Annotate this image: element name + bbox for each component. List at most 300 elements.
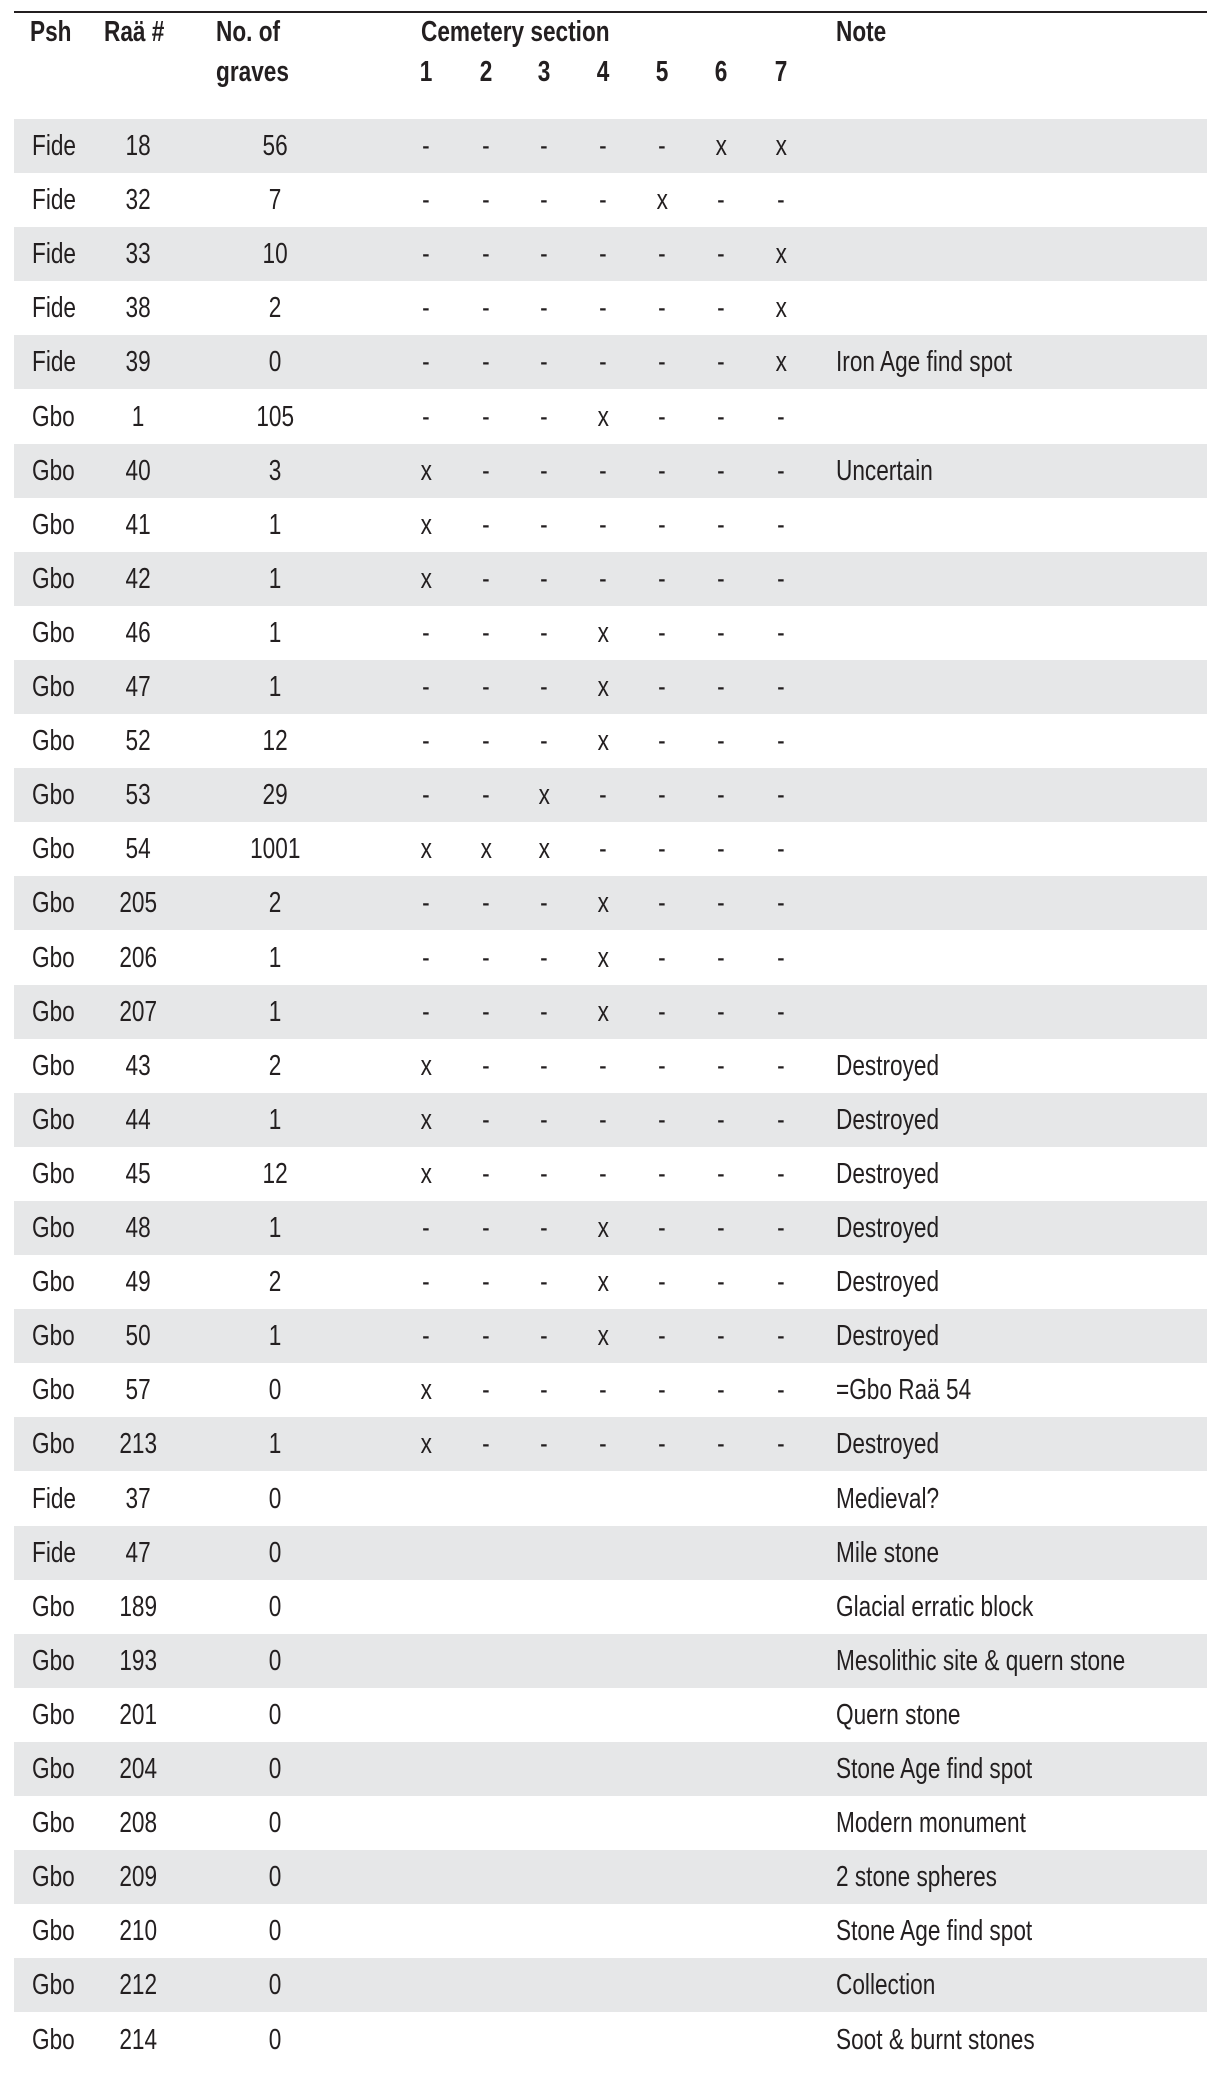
- cell-section-1: [406, 1093, 446, 1147]
- cell-section-mark: -: [482, 1374, 490, 1407]
- cell-section-mark: -: [599, 1428, 607, 1461]
- cell-section-1: [406, 1472, 446, 1526]
- cell-section-mark: x: [597, 671, 609, 703]
- cell-section-6: [701, 1363, 741, 1417]
- cell-graves-text: 1: [268, 508, 282, 541]
- cell-graves: [210, 1147, 340, 1201]
- cell-section-5: [642, 119, 682, 173]
- cell-section-2: [466, 173, 506, 227]
- cell-section-mark: x: [597, 725, 609, 758]
- cell-section-5: [642, 606, 682, 660]
- cell-graves: [210, 1255, 340, 1309]
- cell-psh: [32, 1526, 88, 1580]
- cell-section-3: [524, 714, 564, 768]
- cell-section-7: [761, 1958, 801, 2012]
- cell-raa-text: 37: [125, 1482, 151, 1515]
- cell-graves: [210, 822, 340, 876]
- cell-note-text: 2 stone spheres: [836, 1861, 997, 1894]
- cell-section-6: [701, 2013, 741, 2067]
- cell-psh-text: Gbo: [32, 1320, 75, 1353]
- table-row: [14, 444, 1207, 498]
- cell-section-3: [524, 444, 564, 498]
- cell-section-mark: -: [658, 1157, 666, 1190]
- header-note-text: Note: [836, 16, 887, 48]
- cell-section-3: [524, 660, 564, 714]
- cell-section-5: [642, 822, 682, 876]
- cell-section-6: [701, 281, 741, 335]
- cell-section-mark: -: [422, 1212, 430, 1244]
- cell-section-7: [761, 281, 801, 335]
- cell-section-1: [406, 390, 446, 444]
- cell-section-mark: -: [482, 779, 490, 812]
- cell-psh: [32, 390, 87, 444]
- cell-section-3: [524, 1417, 564, 1471]
- cell-section-3: [524, 335, 564, 389]
- cell-section-mark: -: [717, 1428, 725, 1461]
- cell-psh: [32, 1904, 87, 1958]
- cell-section-4: [583, 1904, 623, 1958]
- cell-raa: [108, 985, 168, 1039]
- cell-section-1: [406, 227, 446, 281]
- cell-section-1: [406, 1526, 446, 1580]
- cell-section-3: [524, 498, 564, 552]
- cell-section-4: [583, 1688, 623, 1742]
- cell-section-mark: -: [777, 508, 785, 541]
- cell-graves-text: 12: [262, 725, 288, 758]
- cell-raa: [108, 119, 168, 173]
- cell-section-1: [406, 1796, 446, 1850]
- table-row: [14, 173, 1207, 227]
- cell-section-6: [701, 498, 741, 552]
- cell-section-mark: -: [540, 1266, 548, 1299]
- cell-section-2: [466, 1472, 506, 1526]
- cell-section-mark: -: [717, 1157, 725, 1190]
- cell-raa-text: 48: [125, 1212, 151, 1244]
- cell-section-7: [761, 660, 801, 714]
- cell-section-mark: -: [540, 1374, 548, 1407]
- cell-section-mark: -: [482, 616, 490, 649]
- cell-psh-text: Gbo: [32, 562, 75, 595]
- cell-raa-text: 208: [119, 1807, 157, 1840]
- cell-section-7: [761, 1850, 801, 1904]
- table-row: [14, 119, 1207, 173]
- cell-raa-text: 207: [119, 995, 157, 1028]
- cell-psh: [32, 1634, 87, 1688]
- cell-psh: [32, 1742, 87, 1796]
- cell-raa-text: 39: [125, 346, 151, 379]
- cell-section-7: [761, 1526, 801, 1580]
- cell-section-mark: -: [658, 725, 666, 758]
- cell-section-mark: -: [658, 1374, 666, 1407]
- cell-section-6: [701, 768, 741, 822]
- table-row: [14, 1742, 1207, 1796]
- cell-raa-text: 47: [125, 671, 151, 703]
- cell-section-mark: -: [540, 454, 548, 487]
- cell-section-6: [701, 985, 741, 1039]
- cell-section-3: [524, 1039, 564, 1093]
- cell-graves: [210, 876, 340, 930]
- header-section-6: [701, 56, 741, 89]
- cell-psh-text: Gbo: [32, 833, 75, 866]
- cell-section-7: [761, 1796, 801, 1850]
- cell-note-text: Iron Age find spot: [836, 346, 1013, 379]
- cell-note: [836, 1255, 968, 1309]
- cell-raa: [108, 876, 168, 930]
- cell-section-mark: -: [658, 1103, 666, 1136]
- cell-section-5: [642, 227, 682, 281]
- cell-section-mark: x: [538, 779, 550, 812]
- cell-section-5: [642, 1796, 682, 1850]
- cell-section-mark: -: [777, 184, 785, 217]
- cell-section-6: [701, 1688, 741, 1742]
- cell-raa: [108, 335, 168, 389]
- cell-section-1: [406, 1688, 446, 1742]
- cell-psh: [32, 1958, 87, 2012]
- cell-psh: [32, 822, 87, 876]
- table-row: [14, 768, 1207, 822]
- cell-graves: [210, 390, 340, 444]
- cell-graves-text: 2: [268, 887, 282, 920]
- cell-section-2: [466, 1850, 506, 1904]
- cell-graves: [210, 1417, 340, 1471]
- cell-raa-text: 47: [125, 1536, 151, 1569]
- cell-psh: [32, 1039, 87, 1093]
- cell-section-4: [583, 1417, 623, 1471]
- cell-section-mark: x: [597, 400, 609, 433]
- header-section-4: [583, 56, 623, 89]
- cell-section-2: [466, 768, 506, 822]
- cell-section-mark: x: [420, 1103, 432, 1136]
- cell-raa: [108, 444, 168, 498]
- cell-raa: [108, 1093, 168, 1147]
- cell-section-3: [524, 1201, 564, 1255]
- cell-section-3: [524, 1634, 564, 1688]
- cell-section-5: [642, 173, 682, 227]
- cell-section-7: [761, 1634, 801, 1688]
- header-cemetery-section: [421, 16, 663, 49]
- cell-note-text: Destroyed: [836, 1266, 940, 1299]
- cell-section-2: [466, 1417, 506, 1471]
- cell-section-2: [466, 2013, 506, 2067]
- cell-section-mark: -: [777, 1320, 785, 1353]
- cell-psh-text: Fide: [32, 346, 77, 379]
- cell-psh: [32, 1850, 87, 1904]
- cell-graves: [210, 444, 340, 498]
- cell-section-mark: -: [717, 184, 725, 217]
- cell-section-mark: -: [599, 238, 607, 271]
- table-row: [14, 498, 1207, 552]
- cell-raa-text: 204: [119, 1753, 157, 1785]
- cell-section-mark: -: [599, 130, 607, 162]
- cell-section-1: [406, 714, 446, 768]
- cell-section-2: [466, 552, 506, 606]
- cell-section-mark: -: [717, 671, 725, 703]
- cell-section-3: [524, 606, 564, 660]
- cell-graves: [210, 1850, 340, 1904]
- cell-section-mark: -: [599, 779, 607, 812]
- cell-section-4: [583, 1796, 623, 1850]
- cell-note: [836, 1526, 968, 1580]
- cell-raa: [108, 1904, 168, 1958]
- cell-section-2: [466, 1201, 506, 1255]
- cell-psh-text: Fide: [32, 184, 77, 217]
- cell-section-mark: -: [482, 130, 490, 162]
- cell-section-mark: -: [540, 887, 548, 920]
- cell-psh: [32, 876, 87, 930]
- cell-graves: [210, 1742, 340, 1796]
- cell-raa-text: 40: [125, 454, 151, 487]
- cell-section-5: [642, 498, 682, 552]
- cell-section-5: [642, 876, 682, 930]
- cell-psh-text: Gbo: [32, 995, 75, 1028]
- cell-raa-text: 206: [119, 941, 157, 974]
- cell-section-mark: -: [658, 346, 666, 379]
- cell-psh: [32, 1093, 87, 1147]
- cell-section-mark: -: [717, 725, 725, 758]
- cell-graves-text: 0: [268, 1482, 282, 1515]
- cell-section-mark: -: [658, 941, 666, 974]
- cell-graves: [210, 1688, 340, 1742]
- cell-graves: [210, 1796, 340, 1850]
- cell-section-6: [701, 876, 741, 930]
- cell-graves: [210, 1634, 340, 1688]
- cell-section-5: [642, 931, 682, 985]
- cell-section-5: [642, 1255, 682, 1309]
- cell-section-mark: -: [717, 508, 725, 541]
- cell-section-5: [642, 660, 682, 714]
- cell-section-1: [406, 119, 446, 173]
- cell-section-mark: -: [540, 184, 548, 217]
- cell-section-4: [583, 1255, 623, 1309]
- cell-section-6: [701, 173, 741, 227]
- cell-raa: [108, 390, 168, 444]
- cell-psh-text: Fide: [32, 238, 77, 271]
- cell-section-4: [583, 931, 623, 985]
- table-row: [14, 1417, 1207, 1471]
- cell-section-1: [406, 822, 446, 876]
- cell-psh-text: Gbo: [32, 941, 75, 974]
- cell-section-mark: -: [422, 941, 430, 974]
- cell-section-mark: x: [775, 346, 787, 379]
- cell-section-2: [466, 390, 506, 444]
- cell-raa-text: 210: [119, 1915, 157, 1948]
- cell-section-5: [642, 390, 682, 444]
- cell-section-mark: -: [777, 1049, 785, 1082]
- cell-psh-text: Gbo: [32, 1861, 75, 1894]
- table-row: [14, 1363, 1207, 1417]
- cell-section-5: [642, 1904, 682, 1958]
- cell-section-mark: -: [540, 1428, 548, 1461]
- cell-note: [836, 1850, 1042, 1904]
- cell-section-7: [761, 227, 801, 281]
- cell-section-6: [701, 1796, 741, 1850]
- cell-section-7: [761, 1309, 801, 1363]
- cell-graves: [210, 714, 340, 768]
- cell-section-mark: -: [599, 1157, 607, 1190]
- table-row: [14, 1958, 1207, 2012]
- cell-section-mark: -: [422, 400, 430, 433]
- cell-psh-text: Gbo: [32, 1103, 75, 1136]
- cell-graves: [210, 173, 340, 227]
- cell-section-3: [524, 1363, 564, 1417]
- cell-raa-text: 214: [119, 2023, 157, 2056]
- cell-note: [836, 1742, 1088, 1796]
- header-section-7: [761, 56, 801, 89]
- header-section-5: [642, 56, 682, 89]
- table-row: [14, 2013, 1207, 2067]
- cell-section-5: [642, 1472, 682, 1526]
- cell-section-1: [406, 1417, 446, 1471]
- cell-note-text: Destroyed: [836, 1212, 940, 1244]
- cell-section-1: [406, 173, 446, 227]
- cell-raa-text: 41: [125, 508, 151, 541]
- table-row: [14, 822, 1207, 876]
- cell-graves-text: 0: [268, 1969, 282, 2002]
- cell-section-mark: x: [775, 130, 787, 162]
- cell-graves: [210, 606, 340, 660]
- cell-psh: [32, 1147, 87, 1201]
- cell-section-4: [583, 227, 623, 281]
- cell-section-4: [583, 335, 623, 389]
- cell-section-mark: -: [422, 238, 430, 271]
- cell-section-1: [406, 1580, 446, 1634]
- cell-section-mark: -: [717, 1103, 725, 1136]
- cell-section-3: [524, 173, 564, 227]
- cell-section-6: [701, 606, 741, 660]
- cell-section-2: [466, 1580, 506, 1634]
- cell-section-3: [524, 390, 564, 444]
- cell-note: [836, 1796, 1079, 1850]
- cell-raa: [108, 1417, 168, 1471]
- cell-graves: [210, 1526, 340, 1580]
- header-section-2: [466, 56, 506, 89]
- cell-section-mark: -: [540, 616, 548, 649]
- cell-section-mark: -: [482, 725, 490, 758]
- cell-section-2: [466, 1958, 506, 2012]
- cell-note: [836, 444, 960, 498]
- cell-section-2: [466, 876, 506, 930]
- cell-section-mark: -: [658, 671, 666, 703]
- cell-psh: [32, 768, 87, 822]
- top-rule: [14, 11, 1207, 13]
- table-row: [14, 1634, 1207, 1688]
- cell-section-3: [524, 119, 564, 173]
- cell-section-2: [466, 1688, 506, 1742]
- cell-raa: [108, 227, 168, 281]
- cell-graves: [210, 498, 340, 552]
- cell-section-7: [761, 498, 801, 552]
- cell-section-3: [524, 1093, 564, 1147]
- cell-section-1: [406, 444, 446, 498]
- cell-graves: [210, 985, 340, 1039]
- cell-raa: [108, 498, 168, 552]
- cell-section-5: [642, 1147, 682, 1201]
- cell-raa-text: 32: [125, 184, 151, 217]
- cell-section-4: [583, 1093, 623, 1147]
- cell-section-mark: -: [777, 671, 785, 703]
- cell-section-3: [524, 1309, 564, 1363]
- cell-section-3: [524, 1796, 564, 1850]
- cell-note-text: Destroyed: [836, 1103, 940, 1136]
- cell-section-2: [466, 281, 506, 335]
- cell-section-5: [642, 1742, 682, 1796]
- header-cemetery-text: Cemetery section: [421, 16, 610, 48]
- cell-section-2: [466, 1309, 506, 1363]
- cell-section-3: [524, 552, 564, 606]
- cell-psh: [32, 660, 87, 714]
- cell-section-4: [583, 1363, 623, 1417]
- cell-section-mark: -: [717, 292, 725, 325]
- cell-section-3: [524, 1904, 564, 1958]
- cell-section-mark: -: [599, 454, 607, 487]
- cell-section-mark: -: [717, 833, 725, 866]
- header-graves-1: [216, 16, 298, 49]
- cell-section-5: [642, 1688, 682, 1742]
- cell-raa: [108, 1039, 168, 1093]
- cell-psh-text: Gbo: [32, 671, 75, 703]
- cell-section-mark: x: [656, 184, 668, 217]
- cell-raa: [108, 606, 168, 660]
- cell-section-7: [761, 822, 801, 876]
- cell-section-mark: -: [717, 1049, 725, 1082]
- cell-section-4: [583, 173, 623, 227]
- cell-raa-text: 50: [125, 1320, 151, 1353]
- cell-section-5: [642, 1850, 682, 1904]
- cell-section-mark: -: [777, 1266, 785, 1299]
- cell-section-mark: -: [717, 616, 725, 649]
- table-row: [14, 606, 1207, 660]
- cell-section-1: [406, 660, 446, 714]
- cell-section-3: [524, 1526, 564, 1580]
- cell-section-4: [583, 876, 623, 930]
- cell-note-text: Destroyed: [836, 1049, 940, 1082]
- cell-section-2: [466, 1634, 506, 1688]
- cell-raa-text: 43: [125, 1049, 151, 1082]
- cell-section-mark: -: [482, 1320, 490, 1353]
- header-graves-text-1: No. of: [216, 16, 281, 48]
- cell-raa: [108, 173, 168, 227]
- cell-graves-text: 1: [268, 1428, 282, 1461]
- cell-psh-text: Fide: [32, 130, 77, 162]
- cell-section-mark: -: [422, 887, 430, 920]
- cell-section-7: [761, 714, 801, 768]
- cell-graves-text: 0: [268, 1374, 282, 1407]
- cell-psh-text: Gbo: [32, 1049, 75, 1082]
- cell-psh-text: Gbo: [32, 1212, 75, 1244]
- cell-section-mark: -: [717, 779, 725, 812]
- cell-psh: [32, 552, 87, 606]
- cell-psh: [32, 335, 88, 389]
- cell-section-3: [524, 1688, 564, 1742]
- cell-section-mark: -: [599, 184, 607, 217]
- cell-graves: [210, 2013, 340, 2067]
- table-row: [14, 281, 1207, 335]
- cell-graves: [210, 281, 340, 335]
- cell-note: [836, 1958, 963, 2012]
- cell-section-mark: x: [775, 292, 787, 325]
- cell-section-4: [583, 1309, 623, 1363]
- cell-section-mark: x: [420, 562, 432, 595]
- cell-section-5: [642, 714, 682, 768]
- cell-section-mark: x: [597, 616, 609, 649]
- cell-section-5: [642, 1201, 682, 1255]
- cell-section-6: [701, 1201, 741, 1255]
- cell-section-6: [701, 1472, 741, 1526]
- cell-section-1: [406, 1850, 446, 1904]
- cell-graves: [210, 552, 340, 606]
- cell-section-mark: -: [717, 1320, 725, 1353]
- cell-section-6: [701, 1417, 741, 1471]
